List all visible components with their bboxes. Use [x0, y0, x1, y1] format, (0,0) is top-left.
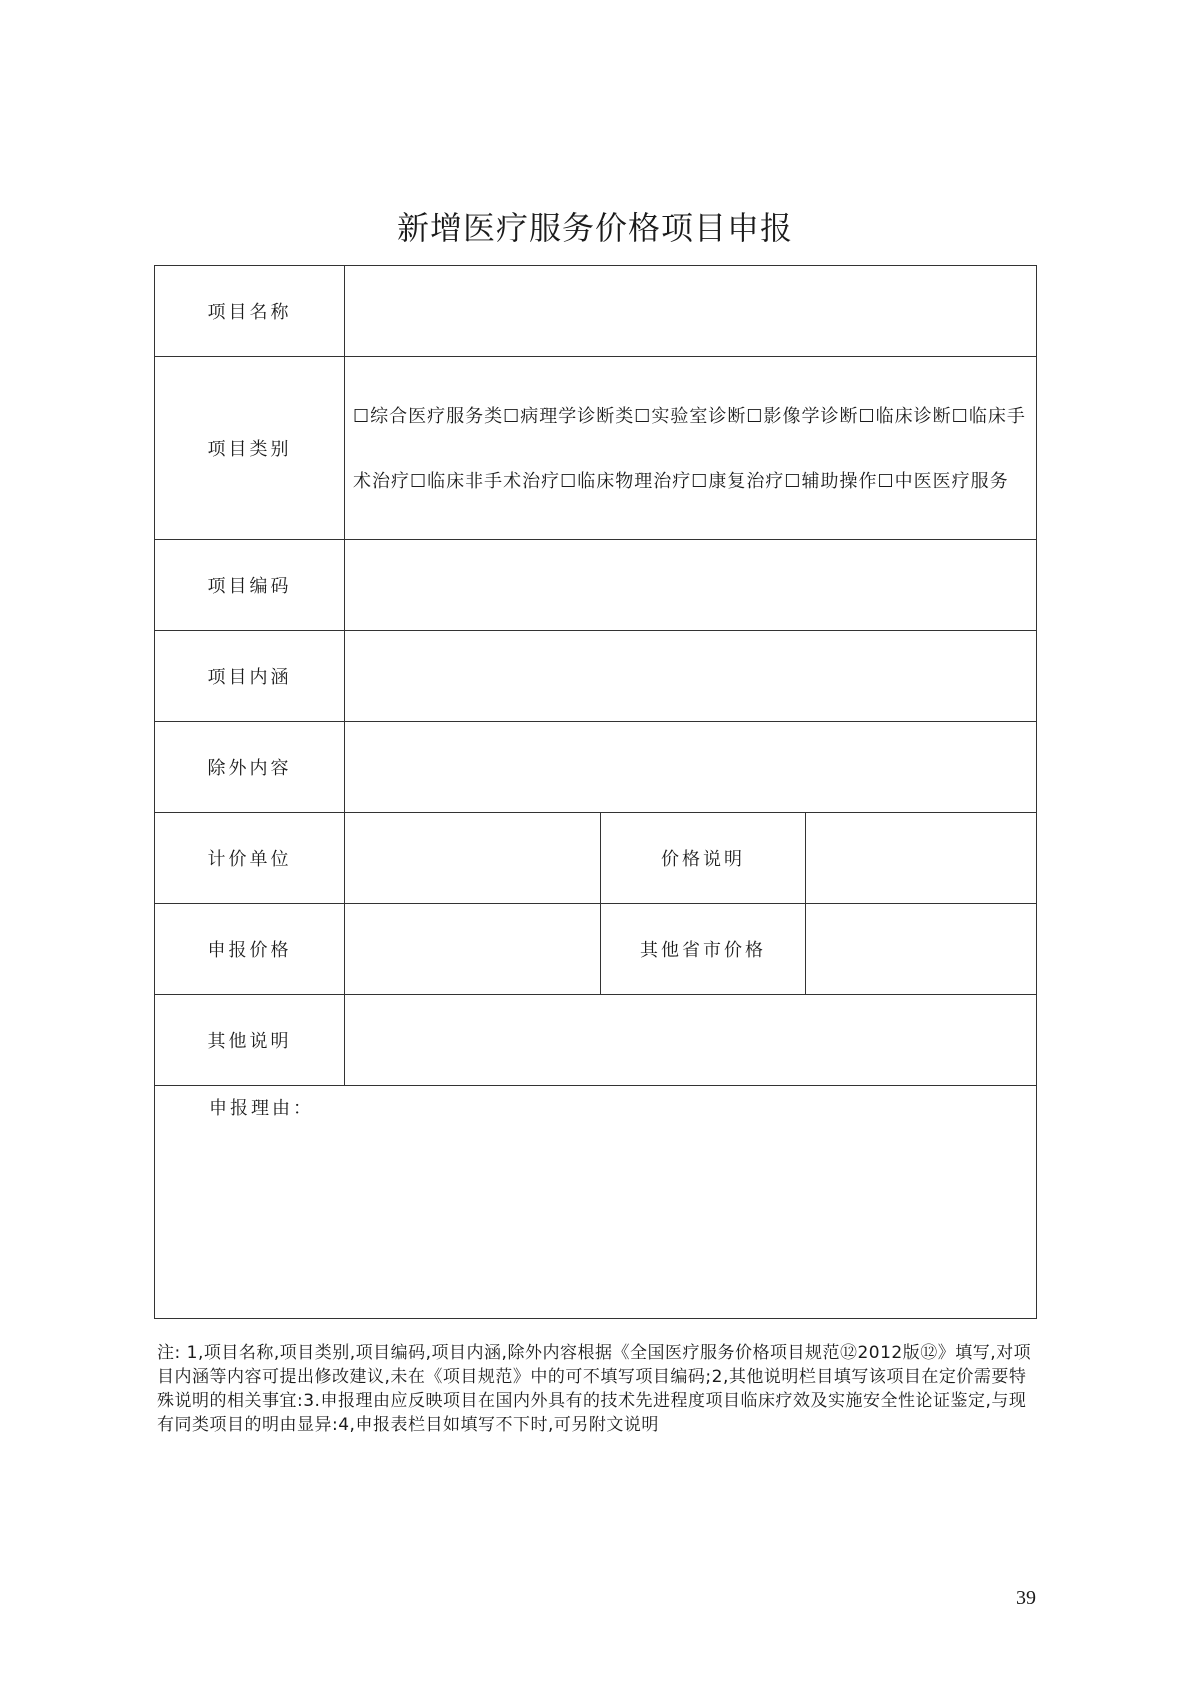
project-content-label: 项目内涵 [155, 631, 345, 722]
price-note-field[interactable] [806, 813, 1037, 904]
pricing-unit-field[interactable] [345, 813, 601, 904]
project-code-label: 项目编码 [155, 540, 345, 631]
project-name-label: 项目名称 [155, 266, 345, 357]
row-project-category [155, 357, 1037, 540]
excluded-content-field[interactable] [345, 722, 1037, 813]
row-reason [155, 1086, 1037, 1319]
project-code-field[interactable] [345, 540, 1037, 631]
row-project-name [155, 266, 1037, 357]
price-note-label: 价格说明 [601, 813, 806, 904]
footnotes: 注: 1,项目名称,项目类别,项目编码,项目内涵,除外内容根据《全国医疗服务价格项目规范⑫2012版⑫》填写,对项目内涵等内容可提出修改建议,未在《项目规范》中的可不填写项目编码;2,其他说明栏目填写该项目在定价需要特殊说明的相关事宜:3.申报理由应反映项目在国内外具有的技术先进程度项目临床疗效及实施安全性论证鉴定,与现有同类项目的明由显异:4,申报表栏目如填写不下时,可另附文说明 [157, 1343, 1032, 1435]
project-content-field[interactable] [345, 631, 1037, 722]
other-notes-field[interactable] [345, 995, 1037, 1086]
row-pricing-unit [155, 813, 1037, 904]
project-category-label: 项目类别 [155, 357, 345, 540]
other-prices-field[interactable] [806, 904, 1037, 995]
row-project-content [155, 631, 1037, 722]
declared-price-field[interactable] [345, 904, 601, 995]
pricing-unit-label: 计价单位 [155, 813, 345, 904]
reason-field[interactable] [155, 1086, 1037, 1319]
project-name-field[interactable] [345, 266, 1037, 357]
row-other-notes [155, 995, 1037, 1086]
excluded-content-label: 除外内容 [155, 722, 345, 813]
page-title: 新增医疗服务价格项目申报 [396, 209, 793, 247]
reason-label: 申报理由： [209, 1098, 314, 1119]
row-excluded-content [155, 722, 1037, 813]
project-category-options: ☐综合医疗服务类☐病理学诊断类☐实验室诊断☐影像学诊断☐临床诊断☐临床手术治疗☐临床非手术治疗☐临床物理治疗☐康复治疗☐辅助操作☐中医医疗服务 [353, 406, 1026, 492]
row-declared-price [155, 904, 1037, 995]
project-category-field[interactable] [345, 357, 1037, 540]
page-number: 39 [1016, 1587, 1036, 1609]
row-project-code [155, 540, 1037, 631]
other-notes-label: 其他说明 [155, 995, 345, 1086]
declared-price-label: 申报价格 [155, 904, 345, 995]
other-prices-label: 其他省市价格 [601, 904, 806, 995]
declaration-form-table [154, 265, 1037, 1319]
